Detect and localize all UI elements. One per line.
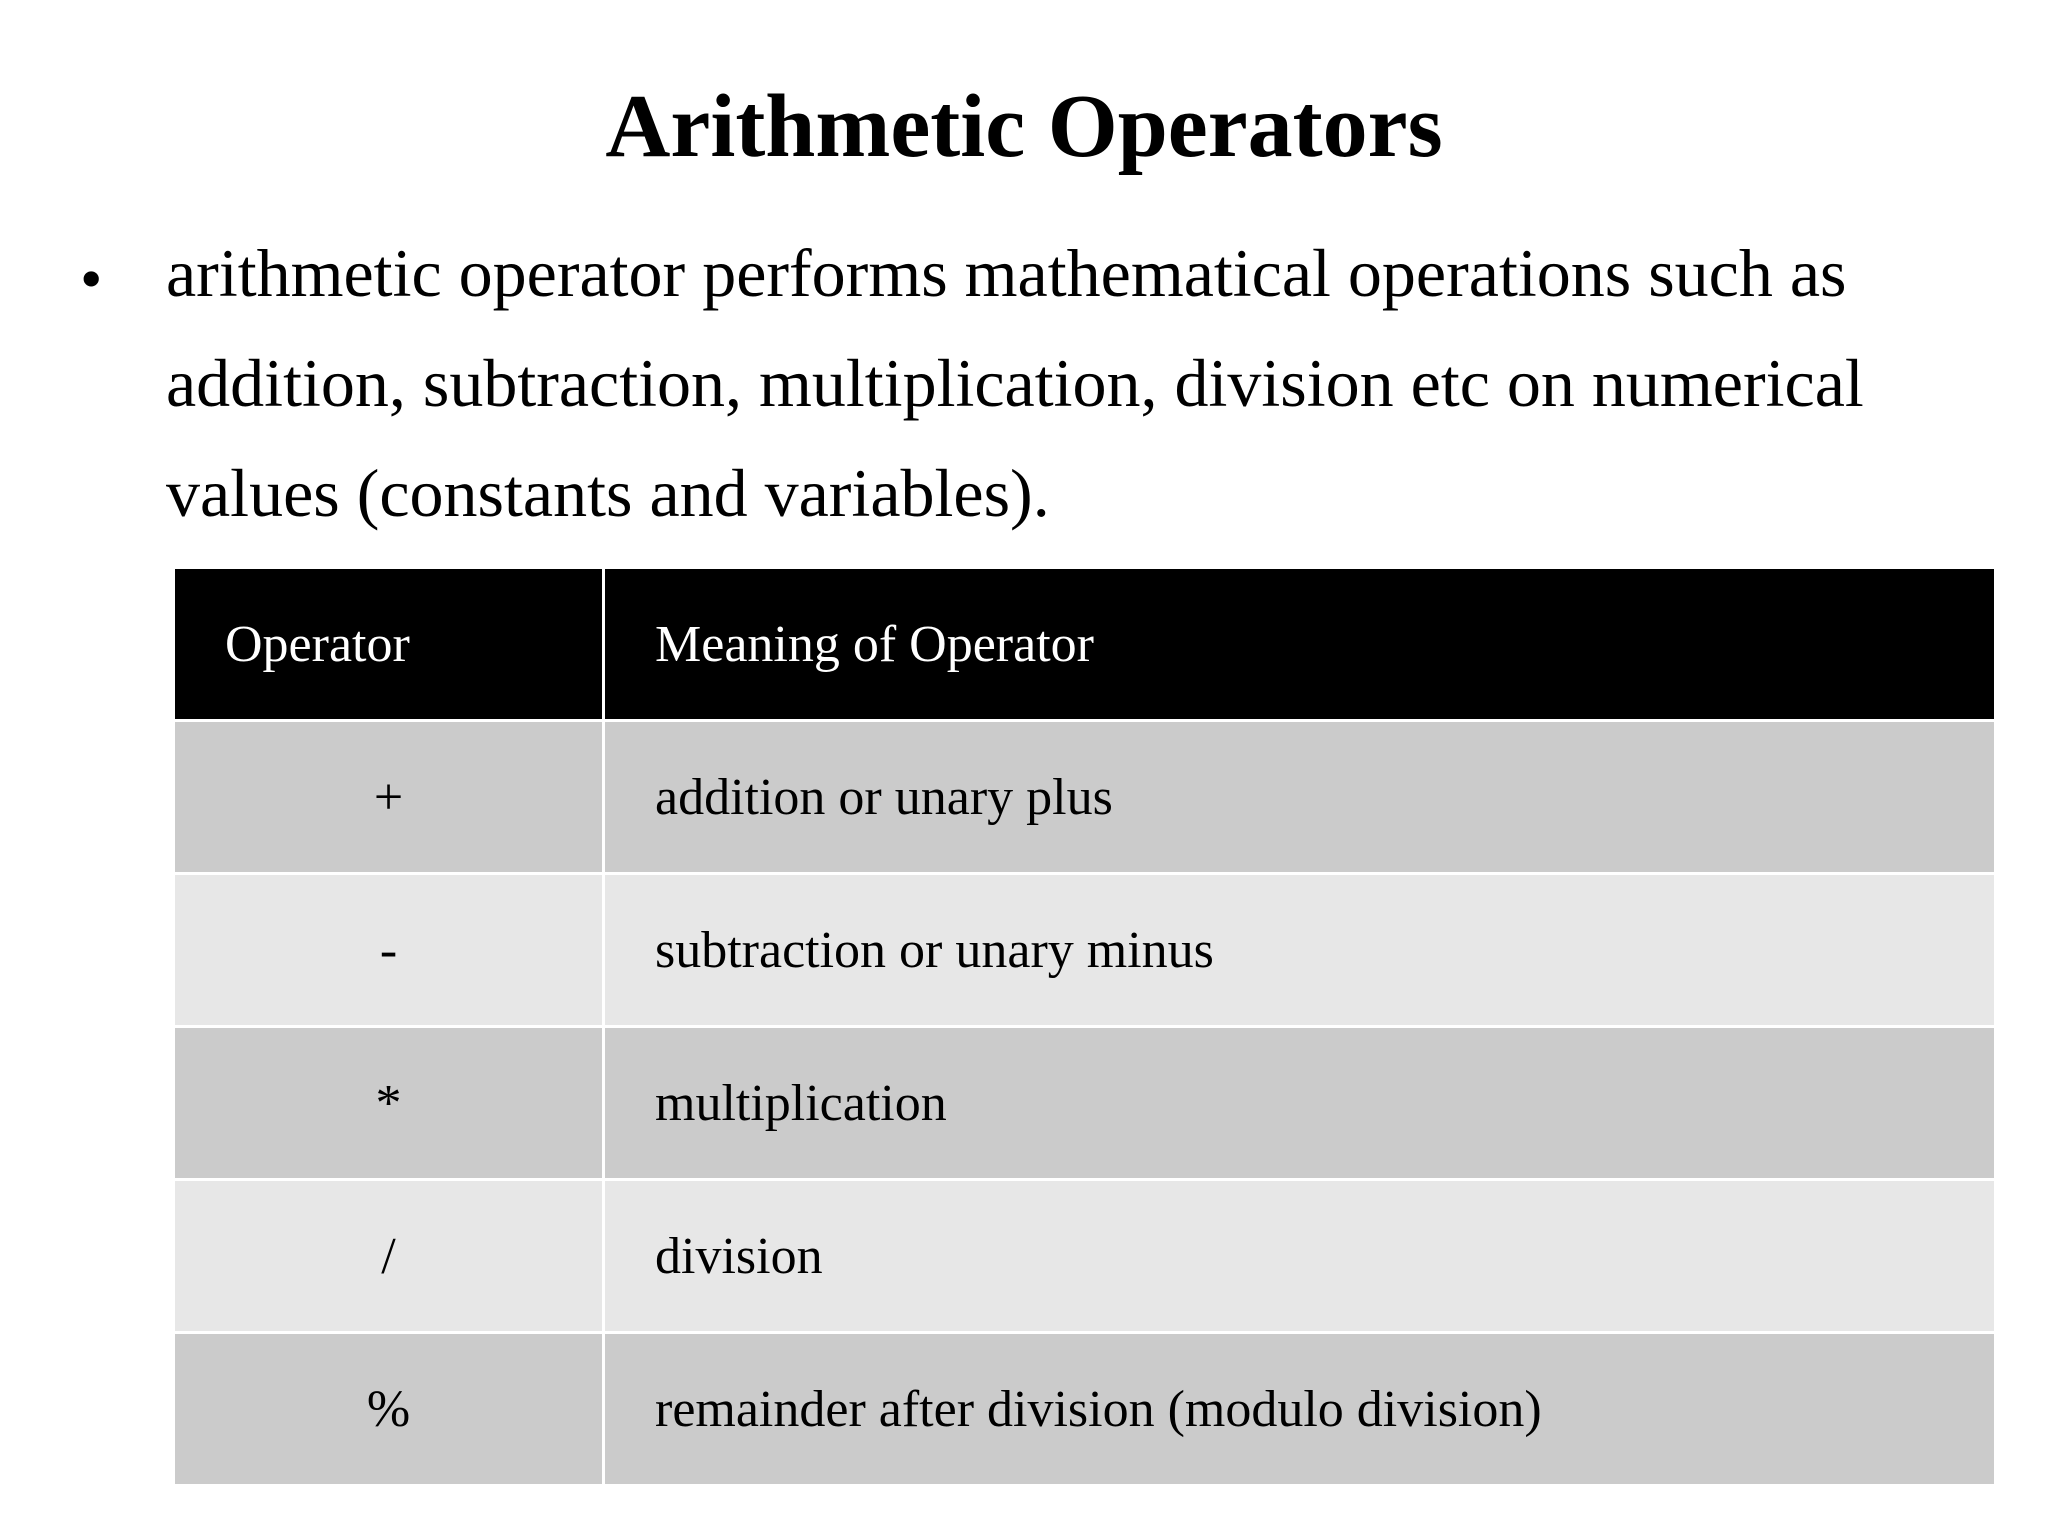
table-row — [174, 1027, 1996, 1180]
operator-cell: % — [174, 1333, 604, 1486]
operator-cell: - — [174, 874, 604, 1027]
table-row — [174, 874, 1996, 1027]
operator-cell: / — [174, 1180, 604, 1333]
table-header-row — [174, 568, 1996, 721]
bullet-dot-icon: • — [80, 243, 103, 314]
table-row — [174, 1333, 1996, 1486]
table-row — [174, 721, 1996, 874]
slide-title: Arithmetic Operators — [605, 77, 1443, 176]
operator-cell: + — [174, 721, 604, 874]
header-meaning: Meaning of Operator — [604, 568, 1996, 721]
meaning-cell: addition or unary plus — [604, 721, 1996, 874]
bullet-text: arithmetic operator performs mathematical operations such as addition, subtraction, multiplication, division etc on numerical values (constants and variables). — [166, 235, 1864, 531]
meaning-cell: subtraction or unary minus — [604, 874, 1996, 1027]
table-row — [174, 1180, 1996, 1333]
operator-cell: * — [174, 1027, 604, 1180]
meaning-cell: multiplication — [604, 1027, 1996, 1180]
operators-table — [172, 566, 1997, 1487]
meaning-cell: division — [604, 1180, 1996, 1333]
meaning-cell: remainder after division (modulo division) — [604, 1333, 1996, 1486]
header-operator: Operator — [174, 568, 604, 721]
